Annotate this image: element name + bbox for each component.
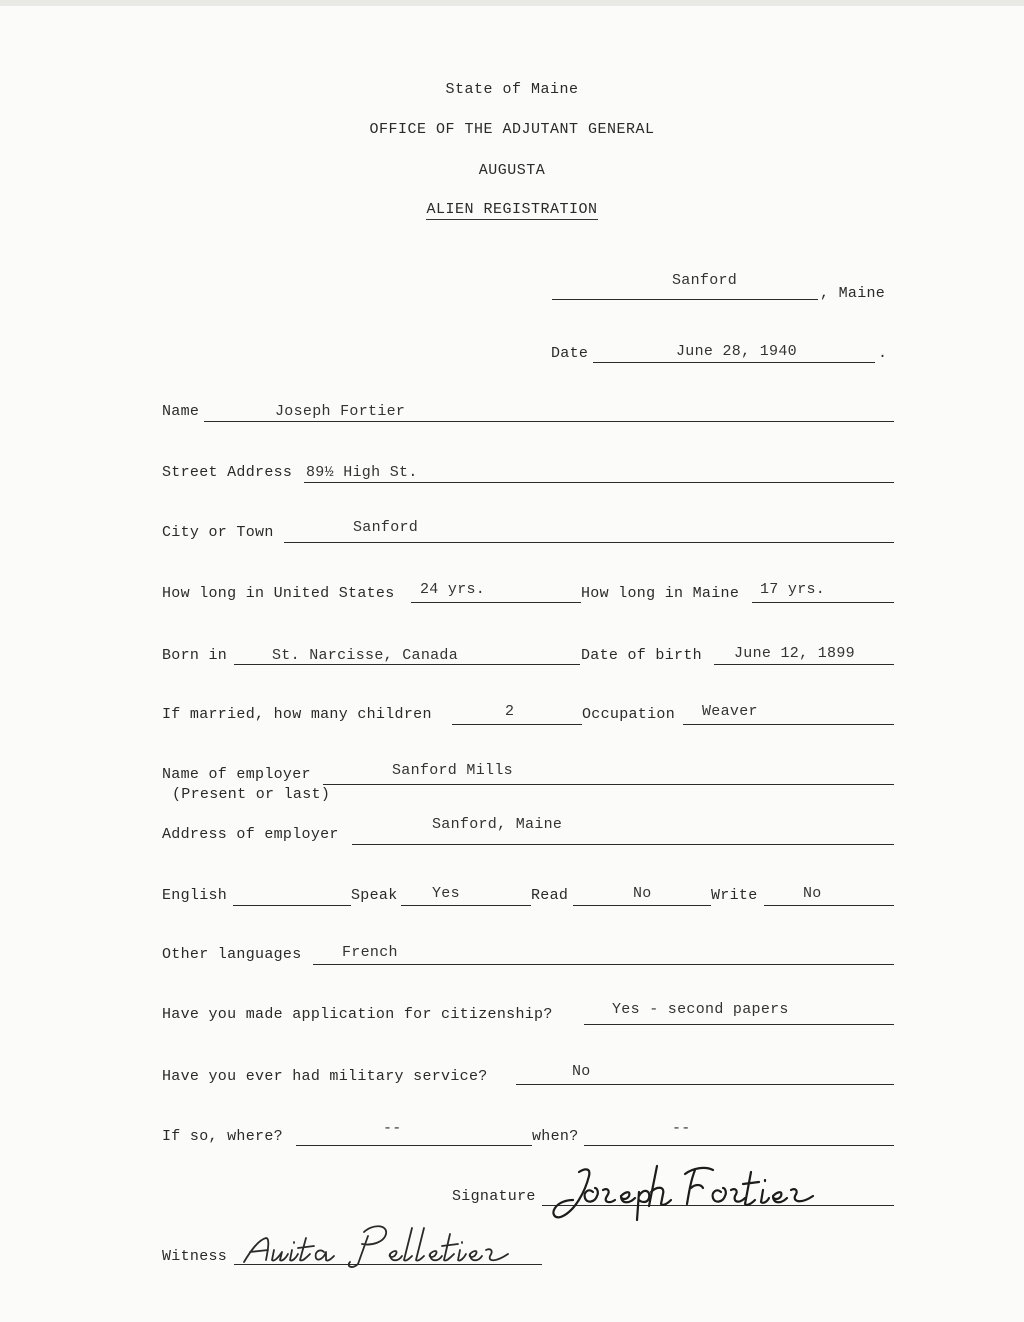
location-suffix: , Maine: [820, 285, 886, 302]
write-line: [764, 905, 894, 906]
scan-edge: [0, 0, 1024, 6]
date-label: Date: [551, 345, 589, 362]
date-value: June 28, 1940: [676, 343, 797, 360]
location-line: [552, 299, 818, 300]
military-where-line: [296, 1145, 532, 1146]
occupation-value: Weaver: [702, 703, 758, 720]
employer-name-value: Sanford Mills: [392, 762, 513, 779]
children-label: If married, how many children: [162, 706, 432, 723]
city-or-town-label: City or Town: [162, 524, 274, 541]
street-address-value: 89½ High St.: [306, 464, 418, 481]
citizenship-label: Have you made application for citizenship?: [162, 1006, 553, 1023]
military-label: Have you ever had military service?: [162, 1068, 488, 1085]
read-label: Read: [531, 887, 569, 904]
form-title: [0, 201, 1024, 218]
maine-residence-value: 17 yrs.: [760, 581, 826, 598]
other-languages-line: [313, 964, 894, 965]
state-heading: State of Maine: [445, 81, 579, 98]
signature-handwriting: [545, 1158, 845, 1228]
military-line: [516, 1084, 894, 1085]
other-languages-value: French: [342, 944, 398, 961]
city-heading: AUGUSTA: [478, 162, 546, 179]
read-value: No: [633, 885, 652, 902]
date-end: .: [878, 345, 888, 362]
date-of-birth-value: June 12, 1899: [734, 645, 855, 662]
military-when-value: --: [672, 1120, 691, 1137]
born-in-line: [234, 664, 580, 665]
maine-residence-label: How long in Maine: [581, 585, 740, 602]
signature-label: Signature: [452, 1188, 536, 1205]
other-languages-label: Other languages: [162, 946, 302, 963]
english-line: [233, 905, 351, 906]
us-residence-value: 24 yrs.: [420, 581, 486, 598]
location-town-value: Sanford: [672, 272, 738, 289]
born-in-value: St. Narcisse, Canada: [272, 647, 459, 664]
witness-label: Witness: [162, 1248, 228, 1265]
military-when-label: when?: [532, 1128, 579, 1145]
employer-name-label: Name of employer: [162, 766, 311, 783]
employer-address-label: Address of employer: [162, 826, 339, 843]
city-or-town-value: Sanford: [353, 519, 419, 536]
us-residence-label: How long in United States: [162, 585, 395, 602]
english-label: English: [162, 887, 228, 904]
date-line: [593, 362, 875, 363]
born-in-label: Born in: [162, 647, 228, 664]
maine-residence-line: [752, 602, 894, 603]
military-where-value: --: [383, 1120, 402, 1137]
read-line: [573, 905, 711, 906]
office-heading: OFFICE OF THE ADJUTANT GENERAL: [369, 121, 655, 138]
write-label: Write: [711, 887, 758, 904]
city-or-town-line: [284, 542, 894, 543]
citizenship-line: [584, 1024, 894, 1025]
military-when-line: [584, 1145, 894, 1146]
witness-handwriting: [236, 1216, 526, 1272]
children-line: [452, 724, 582, 725]
employer-address-line: [352, 844, 894, 845]
employer-address-value: Sanford, Maine: [432, 816, 563, 833]
us-residence-line: [411, 602, 581, 603]
date-of-birth-line: [714, 664, 894, 665]
employer-name-sublabel: (Present or last): [172, 786, 331, 803]
children-value: 2: [505, 703, 515, 720]
occupation-line: [683, 724, 894, 725]
military-where-label: If so, where?: [162, 1128, 283, 1145]
name-label: Name: [162, 403, 200, 420]
speak-line: [401, 905, 531, 906]
citizenship-value: Yes - second papers: [612, 1001, 789, 1018]
military-value: No: [572, 1063, 591, 1080]
speak-label: Speak: [351, 887, 398, 904]
form-title-text: ALIEN REGISTRATION: [426, 201, 598, 218]
employer-name-line: [323, 784, 894, 785]
name-line: [204, 421, 894, 422]
street-address-line: [304, 482, 894, 483]
date-of-birth-label: Date of birth: [581, 647, 702, 664]
name-value: Joseph Fortier: [275, 403, 406, 420]
write-value: No: [803, 885, 822, 902]
street-address-label: Street Address: [162, 464, 293, 481]
speak-value: Yes: [432, 885, 460, 902]
occupation-label: Occupation: [582, 706, 676, 723]
